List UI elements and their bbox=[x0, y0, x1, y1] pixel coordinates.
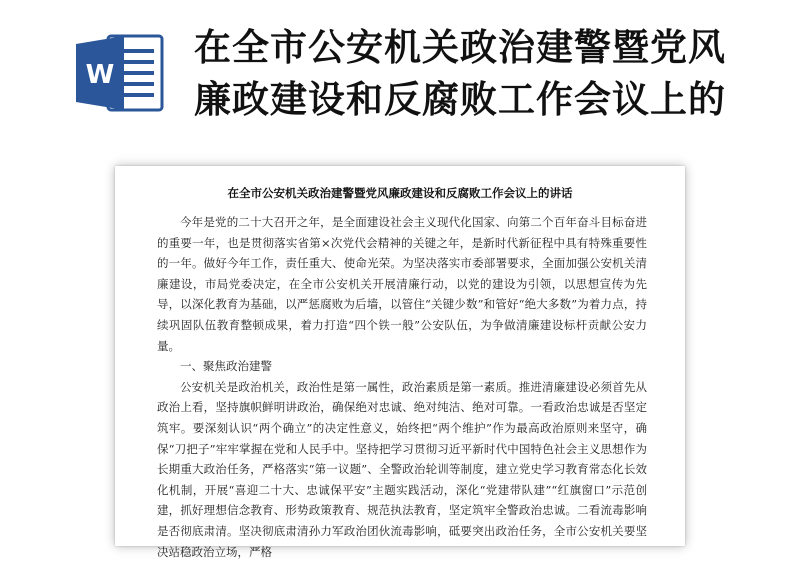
document-paragraph: 公安机关是政治机关，政治性是第一属性，政治素质是第一素质。推进清廉建设必须首先从政治上看，坚持旗帜鲜明讲政治，确保绝对忠诚、绝对纯洁、绝对可靠。一看政治忠诚是否坚定筑牢。要深刻认识“两个确立”的决定性意义，始终把“两个维护”作为最高政治原则来坚守，确保“刀把子”牢牢掌握在党和人民手中。坚持把学习贯彻习近平新时代中国特色社会主义思想作为长期重大政治任务，严格落实“第一议题”、全警政治轮训等制度，建立党史学习教育常态化长效化机制，开展“喜迎二十大、忠诚保平安”主题实践活动，深化“党建带队建”“红旗窗口”示范创建，抓好理想信念教育、形势政策教育、规范执法教育，坚定筑牢全警政治忠诚。二看流毒影响是否彻底肃清。坚决彻底肃清孙力军政治团伙流毒影响，砥要突出政治任务，全市公安机关要坚决站稳政治立场，严格 bbox=[157, 379, 647, 559]
word-document-icon bbox=[74, 32, 166, 114]
document-page-preview bbox=[115, 166, 685, 559]
page-title bbox=[194, 22, 784, 126]
section-heading: 一、聚焦政治建警 bbox=[180, 359, 272, 374]
document-paragraph: 今年是党的二十大召开之年，是全面建设社会主义现代化国家、向第二个百年奋斗目标奋进的重要一年，也是贯彻落实省第×次党代会精神的关键之年，是新时代新征程中具有特殊重要性的一年。做好今年工作，责任重大、使命光荣。为坚决落实市委部署要求，全面加强公安机关清廉建设，市局党委决定，在全市公安机关开展清廉行动，以党的建设为引领，以思想宣传为先导，以深化教育为基础，以严惩腐败为后墙，以管住“关键少数”和管好“绝大多数”为着力点，持续巩固队伍教育整顿成果，着力打造“四个铁一般”公安队伍，为争做清廉建设标杆贡献公安力量。 bbox=[157, 215, 647, 353]
word-icon-letter: W bbox=[85, 60, 115, 90]
document-title: 在全市公安机关政治建警暨党风廉政建设和反腐败工作会议上的讲话 bbox=[227, 186, 573, 200]
page-title-line-1: 在全市公安机关政治建警暨党风 bbox=[194, 26, 726, 69]
header bbox=[0, 0, 800, 160]
document-body bbox=[157, 212, 647, 562]
page-title-line-2: 廉政建设和反腐败工作会议上的 bbox=[194, 78, 726, 121]
